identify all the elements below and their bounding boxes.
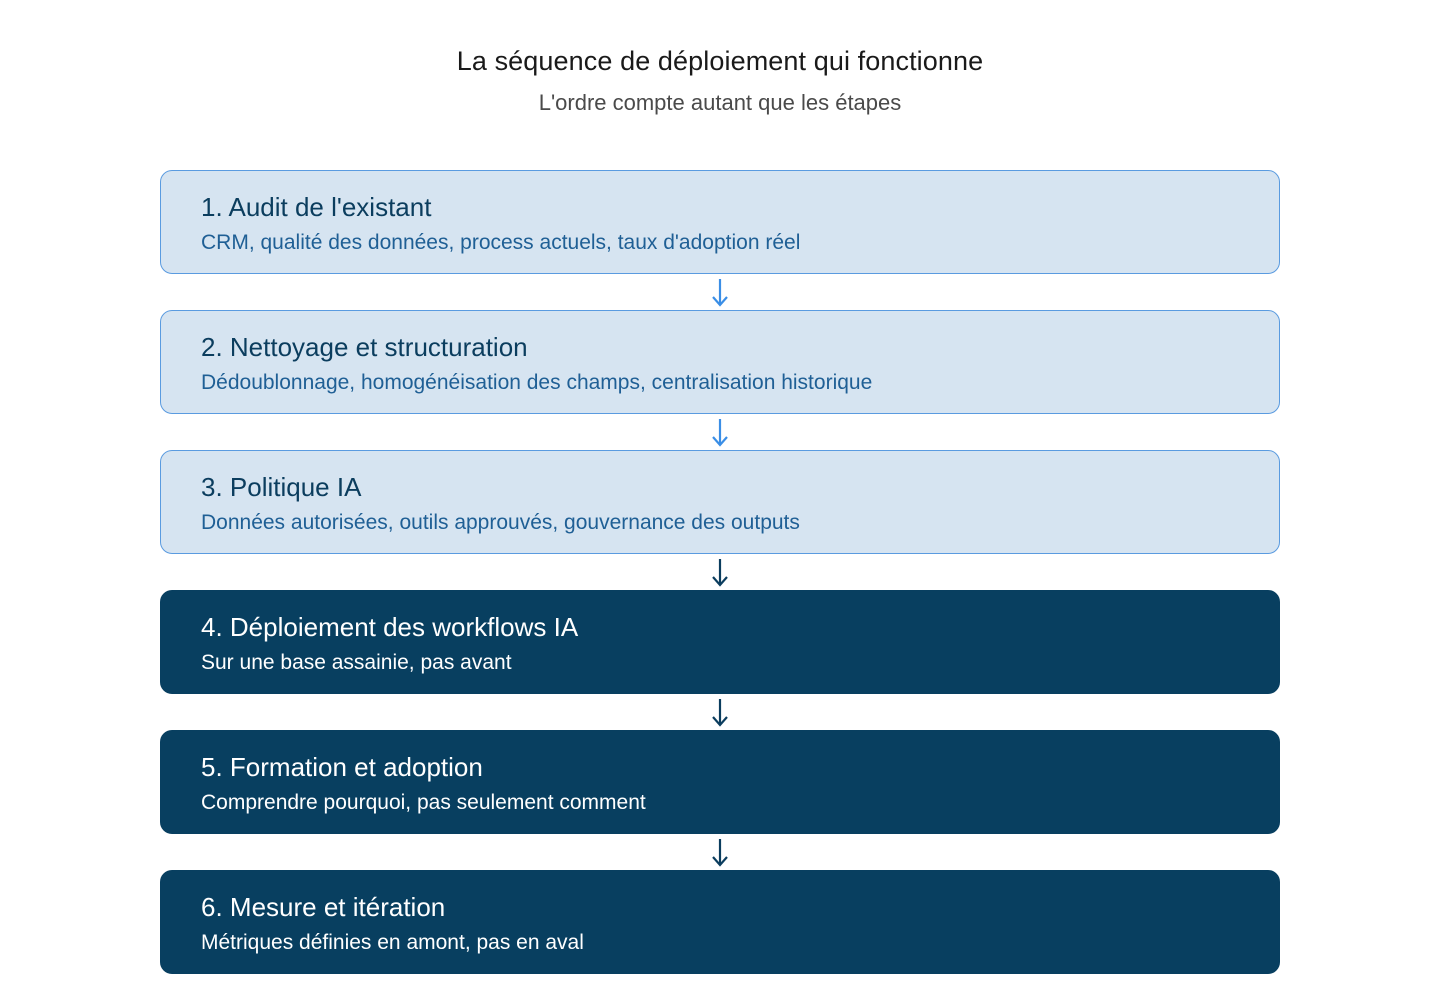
step-1-title: 1. Audit de l'existant	[201, 192, 432, 222]
arrow-down-icon	[710, 275, 730, 309]
arrow-down-icon	[710, 695, 730, 729]
step-6-box	[160, 870, 1280, 974]
arrow-2-to-3	[160, 414, 1280, 450]
diagram-subtitle: L'ordre compte autant que les étapes	[538, 90, 902, 115]
step-4-box	[160, 590, 1280, 694]
arrow-4-to-5	[160, 694, 1280, 730]
step-3-description: Données autorisées, outils approuvés, gouvernance des outputs	[201, 511, 800, 534]
step-5-description: Comprendre pourquoi, pas seulement comment	[201, 791, 646, 814]
step-1-description: CRM, qualité des données, process actuels, taux d'adoption réel	[201, 231, 801, 254]
arrow-down-icon	[710, 555, 730, 589]
step-1-box	[160, 170, 1280, 274]
step-3-box	[160, 450, 1280, 554]
step-4-description: Sur une base assainie, pas avant	[201, 651, 512, 674]
arrow-down-icon	[710, 835, 730, 869]
flow-diagram	[160, 170, 1280, 974]
arrow-1-to-2	[160, 274, 1280, 310]
step-5-box	[160, 730, 1280, 834]
arrow-3-to-4	[160, 554, 1280, 590]
step-5-title: 5. Formation et adoption	[201, 752, 483, 782]
step-6-description: Métriques définies en amont, pas en aval	[201, 931, 584, 954]
diagram-title: La séquence de déploiement qui fonctionne	[456, 46, 984, 76]
step-6-title: 6. Mesure et itération	[201, 892, 446, 922]
arrow-5-to-6	[160, 834, 1280, 870]
step-3-title: 3. Politique IA	[201, 472, 362, 502]
step-2-description: Dédoublonnage, homogénéisation des champs, centralisation historique	[201, 371, 873, 394]
arrow-down-icon	[710, 415, 730, 449]
step-2-box	[160, 310, 1280, 414]
step-2-title: 2. Nettoyage et structuration	[201, 332, 528, 362]
step-4-title: 4. Déploiement des workflows IA	[201, 612, 579, 642]
